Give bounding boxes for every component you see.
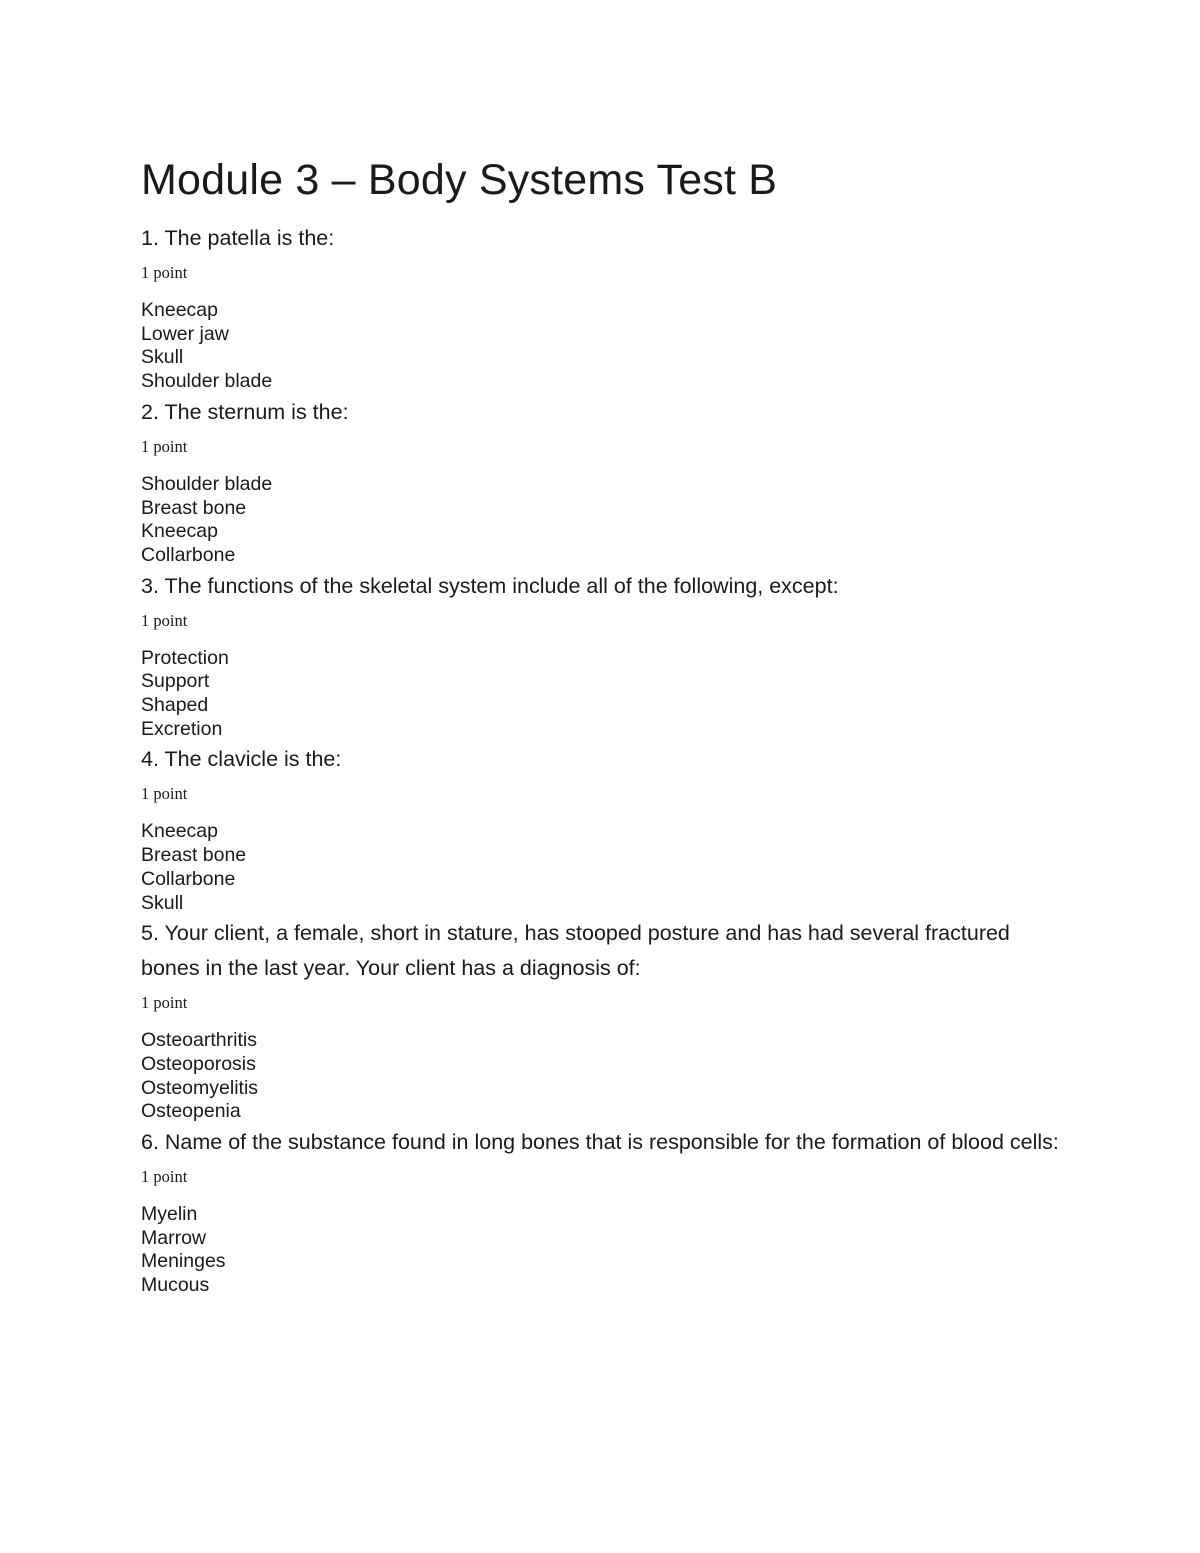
question-text: 3. The functions of the skeletal system include all of the following, except: — [141, 573, 839, 598]
answer-option: Marrow — [141, 1226, 207, 1249]
document-page — [141, 152, 1071, 1299]
question-text: 5. Your client, a female, short in stature, has stooped posture and has had several fractured bones in the last year. Your client has a diagnosis of: — [141, 921, 1010, 981]
answer-options — [141, 1203, 1071, 1298]
answer-option: Shaped — [141, 694, 209, 717]
answer-option: Collarbone — [141, 543, 236, 566]
question-6 — [141, 1125, 1071, 1298]
answer-option: Breast bone — [141, 496, 247, 519]
answer-option: Kneecap — [141, 299, 218, 321]
question-points: 1 point — [141, 784, 188, 804]
answer-option: Shoulder blade — [141, 370, 273, 393]
question-points: 1 point — [141, 610, 188, 630]
answer-option: Excretion — [141, 717, 223, 740]
question-points: 1 point — [141, 263, 188, 282]
question-list — [141, 221, 1071, 1298]
answer-option: Osteopenia — [141, 1100, 241, 1123]
question-points: 1 point — [141, 1167, 188, 1187]
question-text: 6. Name of the substance found in long bones that is responsible for the formation of blood cells: — [141, 1130, 1059, 1155]
question-text: 2. The sternum is the: — [141, 399, 349, 424]
answer-options — [141, 1029, 1071, 1124]
question-2 — [141, 395, 1071, 568]
question-1 — [141, 221, 1071, 394]
answer-option: Skull — [141, 346, 184, 369]
answer-option: Mucous — [141, 1274, 210, 1297]
answer-option: Breast bone — [141, 844, 247, 867]
answer-option: Osteomyelitis — [141, 1076, 259, 1099]
question-5 — [141, 916, 1071, 1124]
question-3 — [141, 569, 1071, 742]
answer-option: Osteoarthritis — [141, 1029, 257, 1052]
answer-options — [141, 647, 1071, 742]
answer-options — [141, 473, 1071, 568]
answer-option: Shoulder blade — [141, 472, 273, 495]
answer-option: Collarbone — [141, 867, 236, 890]
answer-option: Meninges — [141, 1250, 226, 1273]
question-points: 1 point — [141, 436, 188, 456]
answer-options — [141, 299, 1071, 394]
answer-option: Support — [141, 670, 210, 693]
answer-option: Skull — [141, 891, 184, 914]
question-text: 1. The patella is the: — [141, 226, 335, 250]
answer-option: Protection — [141, 646, 229, 669]
answer-option: Lower jaw — [141, 322, 229, 345]
answer-option: Kneecap — [141, 820, 218, 843]
answer-option: Osteoporosis — [141, 1052, 256, 1075]
answer-options — [141, 820, 1071, 915]
question-text: 4. The clavicle is the: — [141, 747, 342, 772]
answer-option: Myelin — [141, 1203, 198, 1226]
question-points: 1 point — [141, 993, 188, 1013]
document-title: Module 3 – Body Systems Test B — [141, 156, 778, 204]
question-4 — [141, 742, 1071, 915]
answer-option: Kneecap — [141, 520, 218, 543]
